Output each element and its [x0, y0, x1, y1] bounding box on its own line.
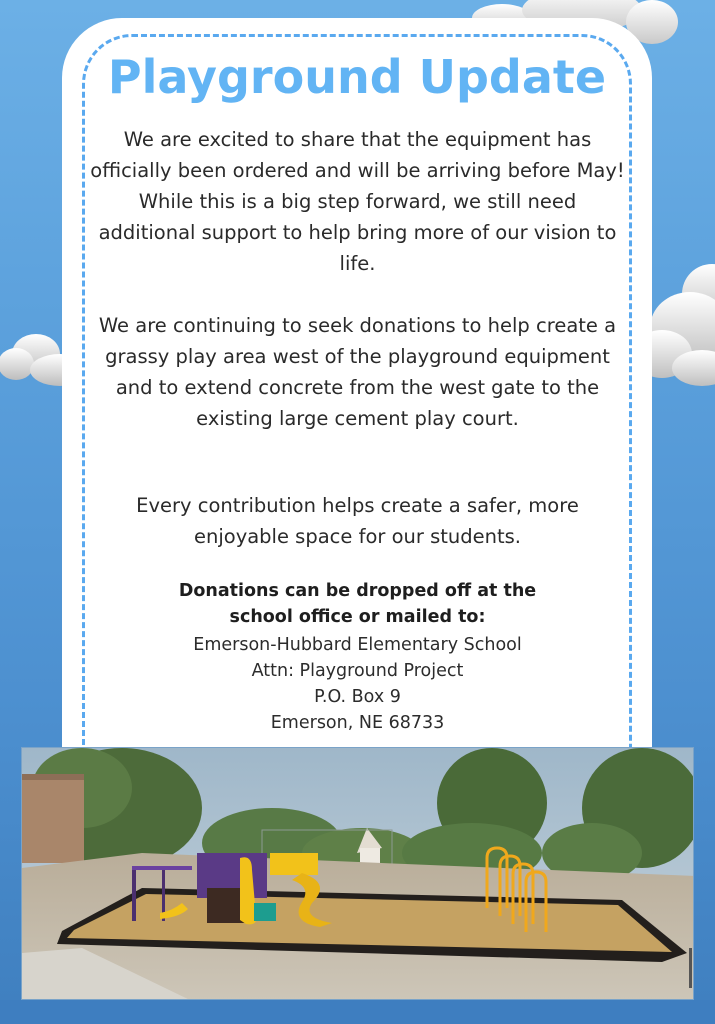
address-line-attn: Attn: Playground Project: [251, 661, 464, 681]
paragraph-seeking-donations: We are continuing to seek donations to help create a grassy play area west of the playground equipment and to extend concrete from the west gate to the existing large cement play court.: [98, 314, 617, 430]
address-line-pobox: P.O. Box 9: [314, 687, 401, 707]
paragraph-every-contribution: Every contribution helps create a safer, more enjoyable space for our students.: [136, 494, 579, 548]
playground-illustration: [22, 748, 694, 1000]
donation-instructions: Donations can be dropped off at the school office or mailed to:: [178, 581, 537, 627]
address-line-city: Emerson, NE 68733: [270, 713, 445, 733]
bottom-background: [0, 1000, 715, 1024]
flyer-title: Playground Update: [107, 50, 607, 104]
playground-rendering-image: [21, 747, 694, 1000]
paragraph-equipment-ordered: We are excited to share that the equipment has officially been ordered and will be arriving before May! While this is a big step forward, we still need additional support to help bring more of our vision to life.: [90, 128, 625, 275]
mailing-address: [90, 632, 625, 736]
address-line-school: Emerson-Hubbard Elementary School: [193, 635, 522, 655]
